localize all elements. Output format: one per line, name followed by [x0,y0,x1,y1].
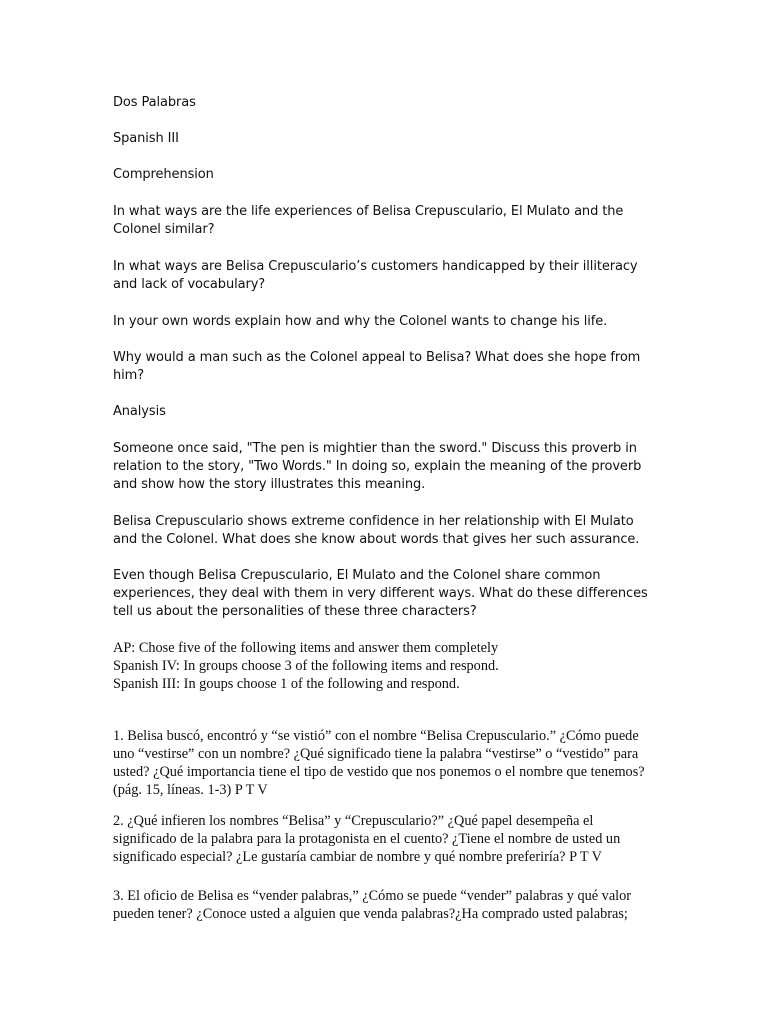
section-heading-comprehension: Comprehension [113,167,214,182]
analysis-question: Even though Belisa Crepusculario, El Mulato and the Colonel share common experiences, they deal with them in very different ways. What do these differences tell us about the personalities of these three characters? [113,568,648,619]
numbered-item: 1. Belisa buscó, encontró y “se vistió” con el nombre “Belisa Crepusculario.” ¿Cómo puede uno “vestirse” con un nombre? ¿Qué significado tiene la palabra “vestirse” o “vestido” para usted? ¿Qué importancia tiene el tipo de vestido que nos ponemos o el nombre que tenemos? (pág. 15, líneas. 1-3) P T V [113,728,645,798]
course-name: Spanish III [113,131,179,146]
comprehension-question: In what ways are the life experiences of Belisa Crepusculario, El Mulato and the Colonel similar? [113,204,624,237]
section-heading-analysis: Analysis [113,404,166,419]
numbered-item: 3. El oficio de Belisa es “vender palabras,” ¿Cómo se puede “vender” palabras y qué valor pueden tener? ¿Conoce usted a alguien que venda palabras?¿Ha comprado usted palabras; [113,888,632,922]
numbered-item: 2. ¿Qué infieren los nombres “Belisa” y “Crepusculario?” ¿Qué papel desempeña el significado de la palabra para la protagonista en el cuento? ¿Tiene el nombre de usted un significado especial? ¿Le gustaría cambiar de nombre y qué nombre preferiría? P T V [113,813,621,865]
group-instructions: AP: Chose five of the following items and answer them completely Spanish IV: In groups choose 3 of the following items and respond. Spanish III: In goups choose 1 of the following and respond. [113,640,499,692]
comprehension-question: In your own words explain how and why the Colonel wants to change his life. [113,314,608,329]
document-title: Dos Palabras [113,95,196,110]
analysis-question: Someone once said, "The pen is mightier than the sword." Discuss this proverb in relation to the story, "Two Words." In doing so, explain the meaning of the proverb and show how the story illustrates this meaning. [113,441,642,492]
comprehension-question: Why would a man such as the Colonel appeal to Belisa? What does she hope from him? [113,350,641,383]
analysis-question: Belisa Crepusculario shows extreme confidence in her relationship with El Mulato and the Colonel. What does she know about words that gives her such assurance. [113,514,640,547]
comprehension-question: In what ways are Belisa Crepusculario’s customers handicapped by their illiteracy and lack of vocabulary? [113,259,638,292]
